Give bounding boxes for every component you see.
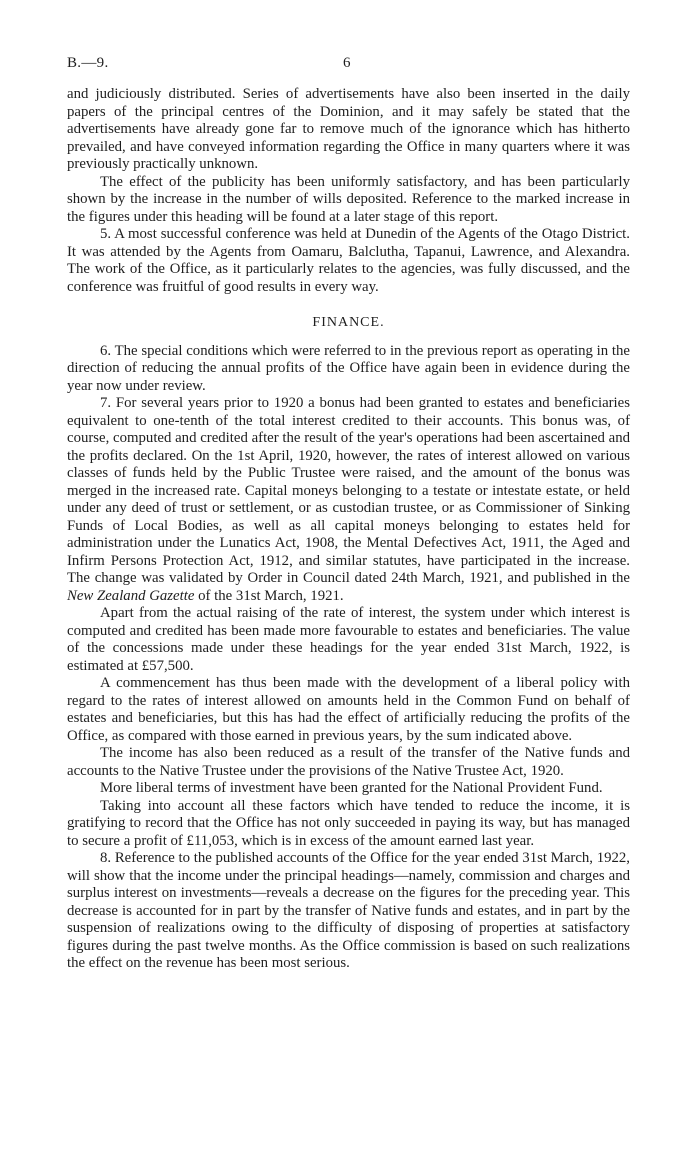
page-number: 6 (343, 55, 351, 71)
paragraph-interest-system: Apart from the actual raising of the rate of interest, the system under which interest is computed and credited has been made more favourable to estates and beneficiaries. The value of the concessions made under these headings for the year ended 31st March, 1922, is estimated at £57,500. (67, 605, 630, 674)
paragraph-liberal-policy: A commencement has thus been made with the development of a liberal policy with regard to the rates of interest allowed on amounts held in the Common Fund on behalf of estates and beneficiaries, but this has had the effect of artificially reducing the profits of the Office, as compared with those earned in previous years, by the sum indicated above. (67, 675, 630, 744)
paragraph-7-text: 7. For several years prior to 1920 a bonus had been granted to estates and beneficiaries equivalent to one-tenth of the total interest credited to their accounts. This bonus was, of course, computed and credited after the result of the year's operations had been ascertained and the profits declared. On the 1st April, 1920, however, the rates of interest allowed on various classes of funds held by the Public Trustee were raised, and the amount of the bonus was merged in the increased rate. Capital moneys belonging to a testate or intestate estate, or held under any deed of trust or settlement, or as custodian trustee, or as Commissioner of Sinking Funds of Local Bodies, as well as all capital moneys belonging to estates held for administration under the Lunatics Act, 1908, the Mental Defectives Act, 1911, the Aged and Infirm Persons Protection Act, 1912, and similar statutes, have participated in the increase. The change was validated by Order in Council dated 24th March, 1921, and published in the (67, 395, 630, 586)
paragraph-6: 6. The special conditions which were referred to in the previous report as operating in the direction of reducing the annual profits of the Office have again been in evidence during the year now under review. (67, 342, 630, 394)
paragraph-native-funds: The income has also been reduced as a result of the transfer of the Native funds and accounts to the Native Trustee under the provisions of the Native Trustee Act, 1920. (67, 745, 630, 779)
page-body (67, 86, 630, 973)
paragraph-publicity: The effect of the publicity has been uniformly satisfactory, and has been particularly shown by the increase in the number of wills deposited. Reference to the marked increase in the figures under this heading will be found at a later stage of this report. (67, 173, 630, 225)
paragraph-profit: Taking into account all these factors which have tended to reduce the income, it is gratifying to record that the Office has not only succeeded in paying its way, but has managed to secure a profit of £11,053, which is in excess of the amount earned last year. (67, 797, 630, 849)
paragraph-7 (67, 395, 630, 605)
paragraph-8: 8. Reference to the published accounts of the Office for the year ended 31st March, 1922, will show that the income under the principal headings—namely, commission and charges and surplus interest on investments—reveals a decrease on the figures for the preceding year. This decrease is accounted for in part by the transfer of Native funds and estates, and in part by the suspension of realizations owing to the difficulty of disposing of properties at satisfactory figures during the past twelve months. As the Office commission is based on such realizations the effect on the revenue has been most serious. (67, 850, 630, 971)
page-header (67, 55, 633, 75)
paragraph-national-provident: More liberal terms of investment have been granted for the National Provident Fund. (100, 780, 603, 796)
paragraph-conference: 5. A most successful conference was held at Dunedin of the Agents of the Otago District. It was attended by the Agents from Oamaru, Balclutha, Tapanui, Lawrence, and Alexandra. The work of the Office, as it particularly relates to the agencies, was fully discussed, and the conference was fruitful of good results in every way. (67, 226, 630, 295)
paragraph-advertisements: and judiciously distributed. Series of advertisements have also been inserted in the daily papers of the principal centres of the Dominion, and it may safely be stated that the advertisements have already gone far to remove much of the ignorance which has hitherto prevailed, and have conveyed information regarding the Office in many quarters where it was previously practically unknown. (67, 86, 630, 172)
gazette-title: New Zealand Gazette (67, 587, 195, 604)
paragraph-7-end: of the 31st March, 1921. (194, 587, 344, 604)
section-heading-finance: FINANCE. (312, 315, 385, 330)
report-reference: B.—9. (67, 55, 109, 71)
